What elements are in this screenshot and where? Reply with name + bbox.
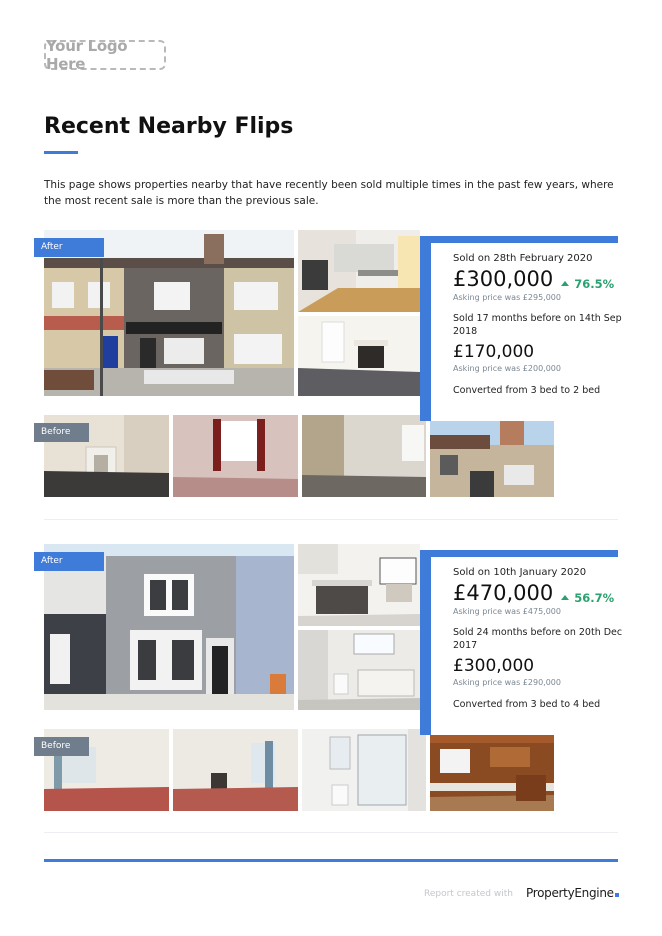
arrow-up-icon xyxy=(561,281,569,286)
before-tag: Before xyxy=(34,737,89,756)
previous-sale-price: £300,000 xyxy=(453,656,535,676)
sale-price: £470,000 xyxy=(453,581,554,605)
after-photo-living-room[interactable] xyxy=(298,316,420,396)
after-tag: After xyxy=(34,238,104,257)
logo-placeholder: Your Logo Here xyxy=(44,40,166,70)
arrow-up-icon xyxy=(561,595,569,600)
previous-asking-price: Asking price was £200,000 xyxy=(453,364,561,373)
flip-card-1 xyxy=(41,230,622,512)
previous-sale-date: Sold 17 months before on 14th Sep 2018 xyxy=(453,313,622,337)
price-change xyxy=(561,591,614,605)
sold-on-date: Sold on 10th January 2020 xyxy=(453,567,587,578)
before-photo-3[interactable] xyxy=(302,729,426,811)
info-topbar xyxy=(420,550,618,557)
after-photo-kitchen[interactable] xyxy=(298,230,420,312)
previous-sale-price: £170,000 xyxy=(453,342,535,362)
sale-price: £300,000 xyxy=(453,267,554,291)
footer-created-with: Report created with xyxy=(424,889,513,899)
conversion-note: Converted from 3 bed to 2 bed xyxy=(453,385,601,396)
info-topbar xyxy=(420,236,618,243)
intro-text: This page shows properties nearby that have recently been sold multiple times in the past few years, where the most recent sale is more than the previous sale. xyxy=(44,179,614,207)
brand-logo xyxy=(526,886,619,900)
sale-info-panel xyxy=(420,550,623,735)
brand-dot-icon xyxy=(615,893,619,897)
after-photo-kitchen[interactable] xyxy=(298,544,420,626)
sold-on-date: Sold on 28th February 2020 xyxy=(453,253,593,264)
asking-price: Asking price was £295,000 xyxy=(453,293,561,302)
before-photo-4[interactable] xyxy=(430,415,554,497)
previous-asking-price: Asking price was £290,000 xyxy=(453,678,561,687)
asking-price: Asking price was £475,000 xyxy=(453,607,561,616)
price-change xyxy=(561,277,614,291)
price-change-value: 76.5% xyxy=(574,276,615,291)
title-underline xyxy=(44,151,78,154)
sale-info-panel xyxy=(420,236,622,421)
before-photo-2[interactable] xyxy=(173,415,298,497)
price-change-value: 56.7% xyxy=(574,590,615,605)
section-divider xyxy=(44,832,618,833)
conversion-note: Converted from 3 bed to 4 bed xyxy=(453,699,601,710)
after-tag: After xyxy=(34,552,104,571)
page-title: Recent Nearby Flips xyxy=(44,114,294,139)
before-photo-3[interactable] xyxy=(302,415,426,497)
brand-name: PropertyEngine xyxy=(526,886,614,900)
footer-rule xyxy=(44,859,618,862)
after-photo-bathroom[interactable] xyxy=(298,630,420,710)
price-row xyxy=(453,267,629,291)
before-photo-4[interactable] xyxy=(430,729,554,811)
previous-sale-date: Sold 24 months before on 20th Dec 2017 xyxy=(453,627,623,651)
before-photo-2[interactable] xyxy=(173,729,298,811)
section-divider xyxy=(44,519,618,520)
flip-card-2 xyxy=(41,544,623,826)
before-tag: Before xyxy=(34,423,89,442)
price-row xyxy=(453,581,629,605)
